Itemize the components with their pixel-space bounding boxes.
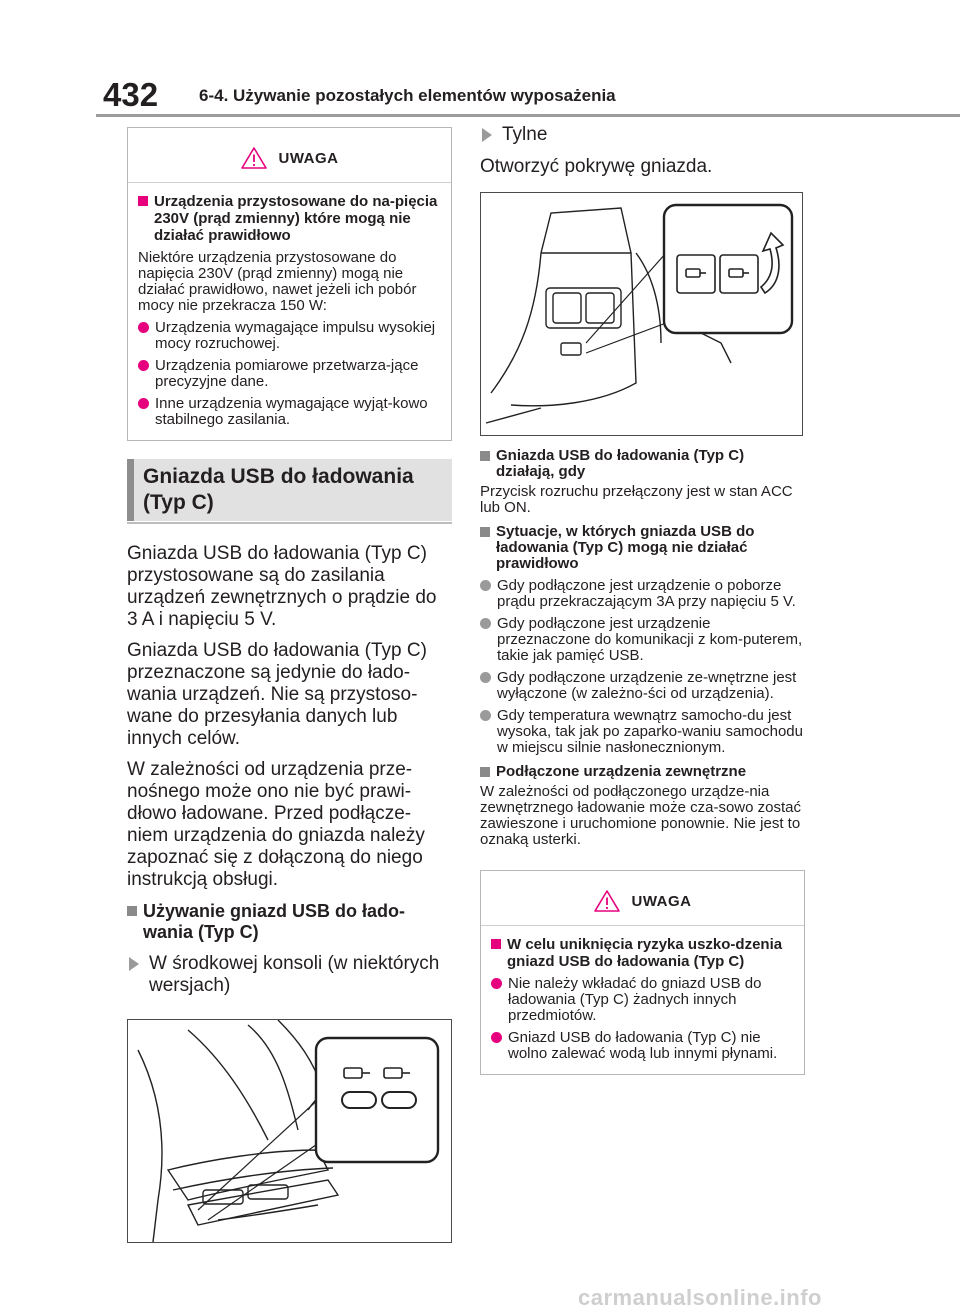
round-bullet-icon: [138, 398, 149, 409]
console-drawing: [128, 1020, 451, 1242]
console-usb-illustration: [127, 1019, 452, 1243]
left-column: [127, 127, 452, 1243]
warning-item: Gniazd USB do ładowania (Typ C) nie wolno zalewać wodą lub innymi płynami.: [491, 1030, 794, 1062]
watermark: carmanualsonline.info: [578, 1285, 822, 1310]
warning-box-230v: [127, 127, 452, 441]
round-bullet-icon: [138, 360, 149, 371]
round-bullet-icon: [480, 710, 491, 721]
usage-heading: Używanie gniazd USB do łado-wania (Typ C): [127, 901, 452, 943]
square-bullet-icon: [127, 906, 137, 916]
fail-item: Gdy podłączone jest urządzenie o poborze prądu przekraczającym 3A przy napięciu 5 V.: [480, 578, 805, 610]
paragraph: Gniazda USB do ładowania (Typ C) przystosowane są do zasilania urządzeń zewnętrznych o prądzie do 3 A i napięciu 5 V.: [127, 543, 437, 630]
warning-triangle-icon: [594, 889, 620, 913]
round-bullet-icon: [491, 1032, 502, 1043]
divider: [128, 182, 451, 183]
section-title: Gniazda USB do ładowania (Typ C): [127, 459, 452, 521]
divider: [481, 925, 804, 926]
square-bullet-icon: [138, 196, 148, 206]
warning-label: UWAGA: [631, 892, 692, 910]
arrow-bullet-icon: [482, 128, 492, 142]
fail-item: Gdy podłączone jest urządzenie przeznaczone do komunikacji z kom-puterem, takie jak pamięć USB.: [480, 616, 805, 664]
chapter-title: 6-4. Używanie pozostałych elementów wyposażenia: [199, 86, 616, 105]
works-heading: Gniazda USB do ładowania (Typ C) działają, gdy: [480, 448, 805, 480]
warning-header: [138, 138, 441, 178]
square-bullet-icon: [491, 939, 501, 949]
rear-usb-illustration: [480, 192, 803, 436]
fail-item: Gdy temperatura wewnątrz samocho-du jest wysoka, tak jak po zaparko-waniu samochodu w miejscu silnie nasłonecznionym.: [480, 708, 805, 756]
warning-item: Inne urządzenia wymagające wyjąt-kowo stabilnego zasilania.: [138, 396, 441, 428]
warning-item: Urządzenia pomiarowe przetwarza-jące precyzyjne dane.: [138, 358, 441, 390]
round-bullet-icon: [138, 322, 149, 333]
fail-heading: Sytuacje, w których gniazda USB do ładowania (Typ C) mogą nie działać prawidłowo: [480, 524, 805, 572]
square-bullet-icon: [480, 767, 490, 777]
console-item: W środkowej konsoli (w niektórych wersjach): [127, 953, 452, 997]
warning-label: UWAGA: [278, 149, 339, 167]
round-bullet-icon: [480, 672, 491, 683]
square-bullet-icon: [480, 451, 490, 461]
rear-console-drawing: [481, 193, 802, 435]
warning-title: W celu uniknięcia ryzyka uszko-dzenia gniazd USB do ładowania (Typ C): [491, 936, 794, 970]
arrow-bullet-icon: [129, 957, 139, 971]
page-header: [0, 0, 960, 118]
warning-item: Nie należy wkładać do gniazd USB do ładowania (Typ C) żadnych innych przedmiotów.: [491, 976, 794, 1024]
paragraph: Gniazda USB do ładowania (Typ C) przeznaczone są jedynie do łado-wania urządzeń. Nie są przystoso-wane do przesyłania danych lub innych celów.: [127, 640, 427, 749]
round-bullet-icon: [480, 580, 491, 591]
round-bullet-icon: [480, 618, 491, 629]
page-number: 432: [103, 76, 159, 113]
round-bullet-icon: [491, 978, 502, 989]
connected-text: W zależności od podłączonego urządze-nia zewnętrznego ładowanie może cza-sowo zostać zawieszone i uruchomione ponownie. Nie jest to oznaką usterki.: [480, 783, 801, 848]
connected-heading: Podłączone urządzenia zewnętrzne: [480, 764, 805, 780]
warning-title: Urządzenia przystosowane do na-pięcia 230V (prąd zmienny) które mogą nie działać prawidłowo: [138, 193, 441, 244]
warning-item: Urządzenia wymagające impulsu wysokiej mocy rozruchowej.: [138, 320, 441, 352]
rear-item: Tylne: [480, 124, 805, 146]
warning-box-usb: [480, 870, 805, 1075]
warning-header: [491, 881, 794, 921]
warning-triangle-icon: [241, 146, 267, 170]
rear-instruction: Otworzyć pokrywę gniazda.: [480, 156, 713, 177]
right-column: [480, 124, 805, 1075]
warning-intro: Niektóre urządzenia przystosowane do napięcia 230V (prąd zmienny) mogą nie działać prawidłowo, nawet jeżeli ich pobór mocy nie przekracza 150 W:: [138, 249, 417, 314]
header-rule: [96, 114, 960, 117]
paragraph: W zależności od urządzenia prze-nośnego może ono nie być prawi-dłowo ładowane. Przed podłącze-niem urządzenia do gniazda należy zapoznać się z dołączoną do niego instrukcją obsługi.: [127, 759, 425, 890]
fail-item: Gdy podłączone urządzenie ze-wnętrzne jest wyłączone (w zależno-ści od urządzenia).: [480, 670, 805, 702]
works-text: Przycisk rozruchu przełączony jest w stan ACC lub ON.: [480, 483, 793, 516]
square-bullet-icon: [480, 527, 490, 537]
